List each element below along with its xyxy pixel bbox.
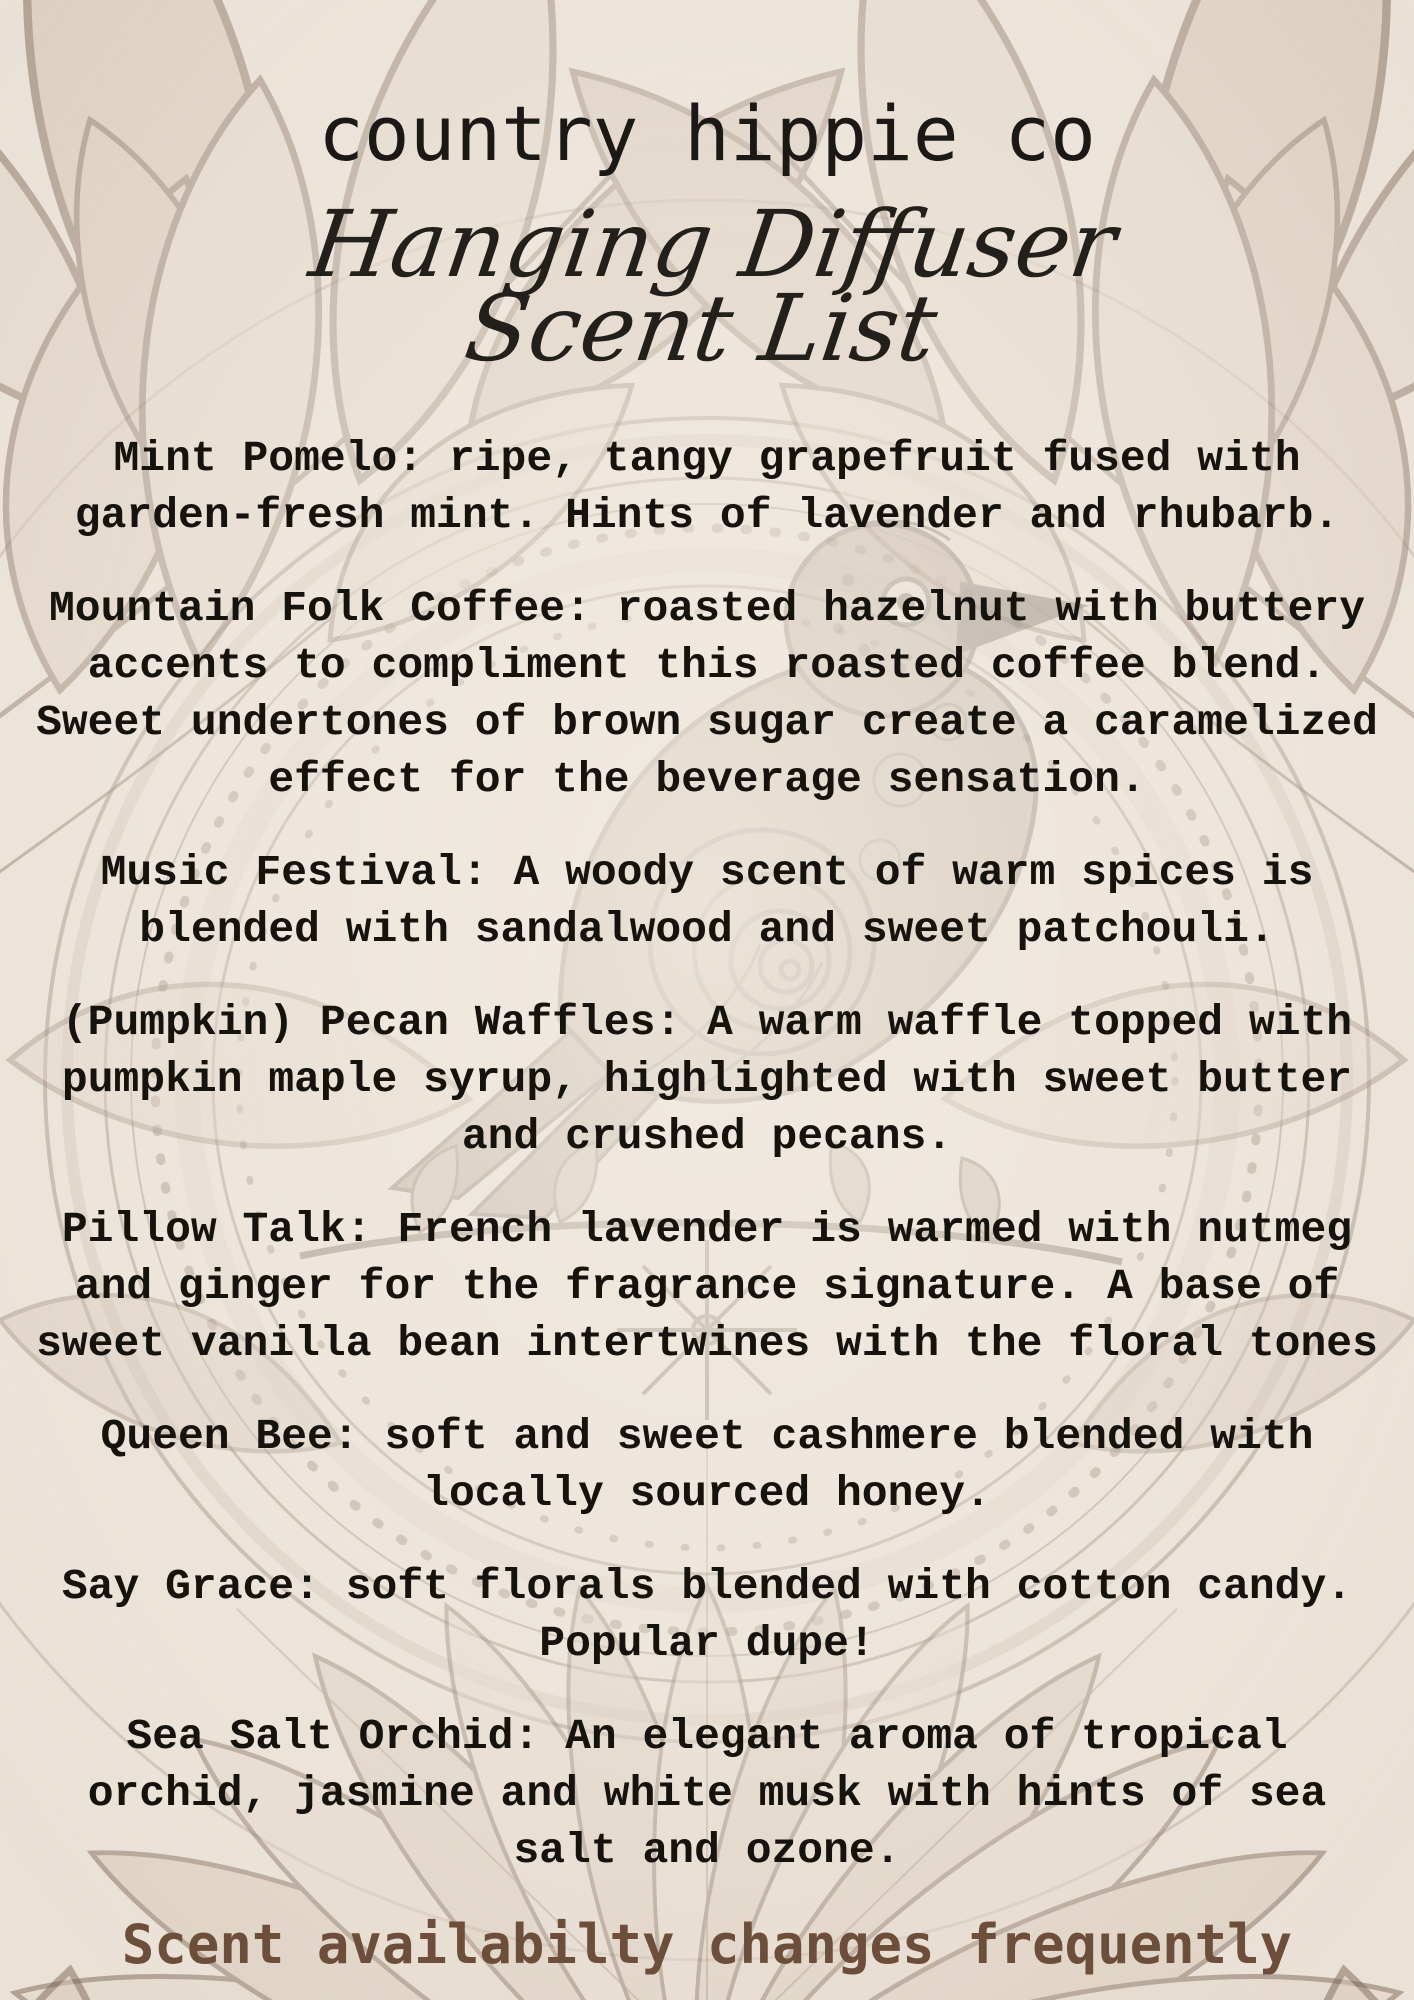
scent-item-mountain-folk-coffee xyxy=(28,580,1386,808)
scent-description: soft florals blended with cotton candy. Popular dupe! xyxy=(345,1562,1353,1669)
scent-name: Music Festival: xyxy=(100,848,488,898)
scent-name: (Pumpkin) Pecan Waffles: xyxy=(61,998,682,1048)
scent-item-pumpkin-pecan-waffles xyxy=(28,994,1386,1165)
subtitle-line-1: Hanging Diffuser xyxy=(303,191,1123,298)
scent-name: Mountain Folk Coffee: xyxy=(48,584,591,634)
scent-item-music-festival xyxy=(28,844,1386,958)
scent-description: An elegant aroma of tropical orchid, jasmine and white musk with hints of sea salt and ozone. xyxy=(87,1712,1327,1876)
scent-description: ripe, tangy grapefruit fused with garden-fresh mint. Hints of lavender and rhubarb. xyxy=(74,434,1340,541)
scent-name: Pillow Talk: xyxy=(61,1205,372,1255)
scent-description: soft and sweet cashmere blended with locally sourced honey. xyxy=(384,1412,1314,1519)
scent-name: Mint Pomelo: xyxy=(113,434,424,484)
scent-item-pillow-talk xyxy=(28,1201,1386,1372)
scent-description: roasted hazelnut with buttery accents to compliment this roasted coffee blend. Sweet undertones of brown sugar create a caramelized effect for the beverage sensation. xyxy=(36,584,1378,805)
scent-name: Sea Salt Orchid: xyxy=(126,1712,540,1762)
availability-note: Scent availabilty changes frequently xyxy=(121,1913,1293,1977)
scent-item-say-grace xyxy=(28,1558,1386,1672)
subtitle-line-2: Scent List xyxy=(459,275,944,383)
scent-description: A woody scent of warm spices is blended with sandalwood and sweet patchouli. xyxy=(139,848,1314,955)
scent-name: Queen Bee: xyxy=(100,1412,359,1462)
scent-description: A warm waffle topped with pumpkin maple syrup, highlighted with sweet butter and crushed pecans. xyxy=(61,998,1353,1162)
scent-item-sea-salt-orchid xyxy=(28,1708,1386,1879)
scent-list xyxy=(0,430,1414,1879)
scent-item-queen-bee xyxy=(28,1408,1386,1522)
poster-subtitle xyxy=(0,191,1414,383)
scent-item-mint-pomelo xyxy=(28,430,1386,544)
scent-description: French lavender is warmed with nutmeg and ginger for the fragrance signature. A base of sweet vanilla bean intertwines with the floral tones xyxy=(36,1205,1378,1369)
scent-name: Say Grace: xyxy=(61,1562,320,1612)
brand-title: country hippie co xyxy=(318,89,1096,178)
